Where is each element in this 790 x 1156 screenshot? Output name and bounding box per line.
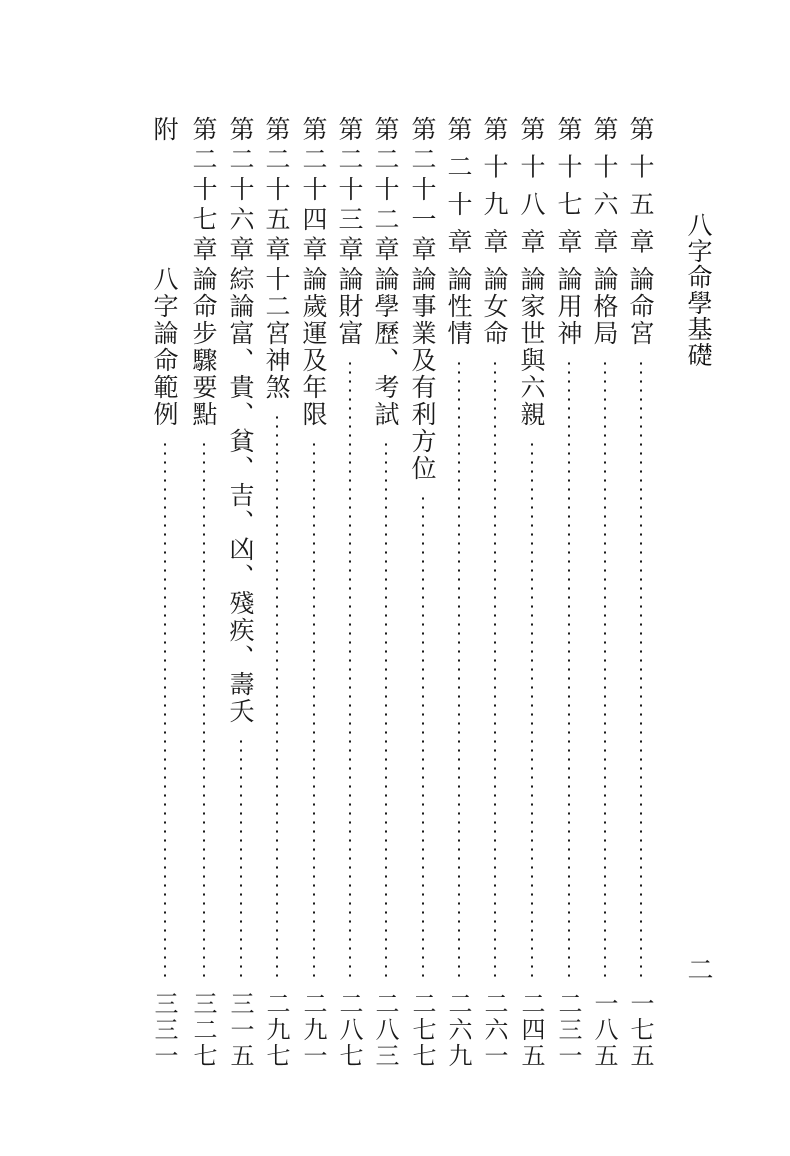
chapter-number: 第二十五章 <box>262 116 291 266</box>
chapter-title: 論性情 <box>444 266 473 347</box>
entry-page-number: 二九七 <box>262 991 290 1069</box>
entry-page-number: 二八三 <box>371 991 399 1069</box>
toc-entry[interactable] <box>402 116 442 1071</box>
dot-leader <box>458 359 460 982</box>
toc-entry[interactable] <box>620 116 660 1071</box>
entry-page-number: 二六一 <box>480 991 508 1069</box>
toc-entry[interactable] <box>293 116 333 1071</box>
chapter-number: 第二十二章 <box>371 116 400 266</box>
chapter-number: 第二十七章 <box>189 116 218 266</box>
entry-page-number: 二六九 <box>444 991 472 1069</box>
toc-entry[interactable] <box>329 116 369 1071</box>
chapter-title: 論女命 <box>480 266 509 347</box>
entry-page-number: 三二七 <box>189 991 217 1069</box>
chapter-title: 論歲運及年限 <box>299 266 328 428</box>
chapter-number: 第十九章 <box>480 116 509 266</box>
chapter-number: 第二十章 <box>444 116 473 266</box>
chapter-title: 論命步驟要點 <box>189 266 218 428</box>
entry-page-number: 二八七 <box>335 991 363 1069</box>
chapter-number: 第十六章 <box>590 116 619 266</box>
entry-page-number: 三一五 <box>226 991 254 1069</box>
dot-leader <box>276 413 278 982</box>
dot-leader <box>203 440 205 982</box>
toc-entry[interactable] <box>183 116 223 1071</box>
toc-entry[interactable] <box>365 116 405 1071</box>
chapter-title: 論事業及有利方位 <box>408 266 437 482</box>
page-number: 二 <box>683 956 713 982</box>
dot-leader <box>494 359 496 982</box>
chapter-title: 八字論命範例 <box>150 266 179 428</box>
chapter-title: 論格局 <box>590 266 619 347</box>
dot-leader <box>240 737 242 982</box>
chapter-title: 論用神 <box>554 266 583 347</box>
chapter-title: 論財富 <box>335 266 364 347</box>
chapter-number: 第二十四章 <box>299 116 328 266</box>
chapter-title: 論學歷、考試 <box>371 266 400 428</box>
chapter-number: 第十八章 <box>517 116 546 266</box>
entry-page-number: 一七五 <box>626 991 654 1069</box>
chapter-number: 附 <box>150 116 179 141</box>
chapter-number: 第十七章 <box>554 116 583 266</box>
chapter-number: 第二十一章 <box>408 116 437 266</box>
toc-entry[interactable] <box>474 116 514 1071</box>
chapter-number: 第十五章 <box>626 116 655 266</box>
entry-page-number: 二九一 <box>299 991 327 1069</box>
toc-entry[interactable] <box>256 116 296 1071</box>
entry-page-number: 二七七 <box>408 991 436 1069</box>
chapter-number: 第二十六章 <box>226 116 255 266</box>
dot-leader <box>604 359 606 982</box>
toc-entry[interactable] <box>548 116 588 1071</box>
dot-leader <box>349 359 351 982</box>
entry-page-number: 一八五 <box>590 991 618 1069</box>
toc-entry[interactable] <box>438 116 478 1071</box>
toc-entry[interactable] <box>511 116 551 1071</box>
toc-entry[interactable] <box>144 116 184 1071</box>
entry-page-number: 二四五 <box>517 991 545 1069</box>
running-title: 八字命學基礎 <box>684 212 713 368</box>
toc-entry[interactable] <box>584 116 624 1071</box>
chapter-title: 十二宮神煞 <box>262 266 291 401</box>
dot-leader <box>531 440 533 982</box>
entry-page-number: 三三一 <box>150 991 178 1069</box>
toc-entry[interactable] <box>220 116 260 1071</box>
chapter-number: 第二十三章 <box>335 116 364 266</box>
chapter-title: 綜論富、貴、貧、吉、凶、殘疾、壽夭 <box>226 266 255 725</box>
dot-leader <box>385 440 387 982</box>
dot-leader <box>164 440 166 982</box>
chapter-title: 論家世與六親 <box>517 266 546 428</box>
dot-leader <box>640 359 642 982</box>
entry-page-number: 二三一 <box>554 991 582 1069</box>
dot-leader <box>313 440 315 982</box>
chapter-title: 論命宮 <box>626 266 655 347</box>
dot-leader <box>568 359 570 982</box>
dot-leader <box>422 494 424 982</box>
